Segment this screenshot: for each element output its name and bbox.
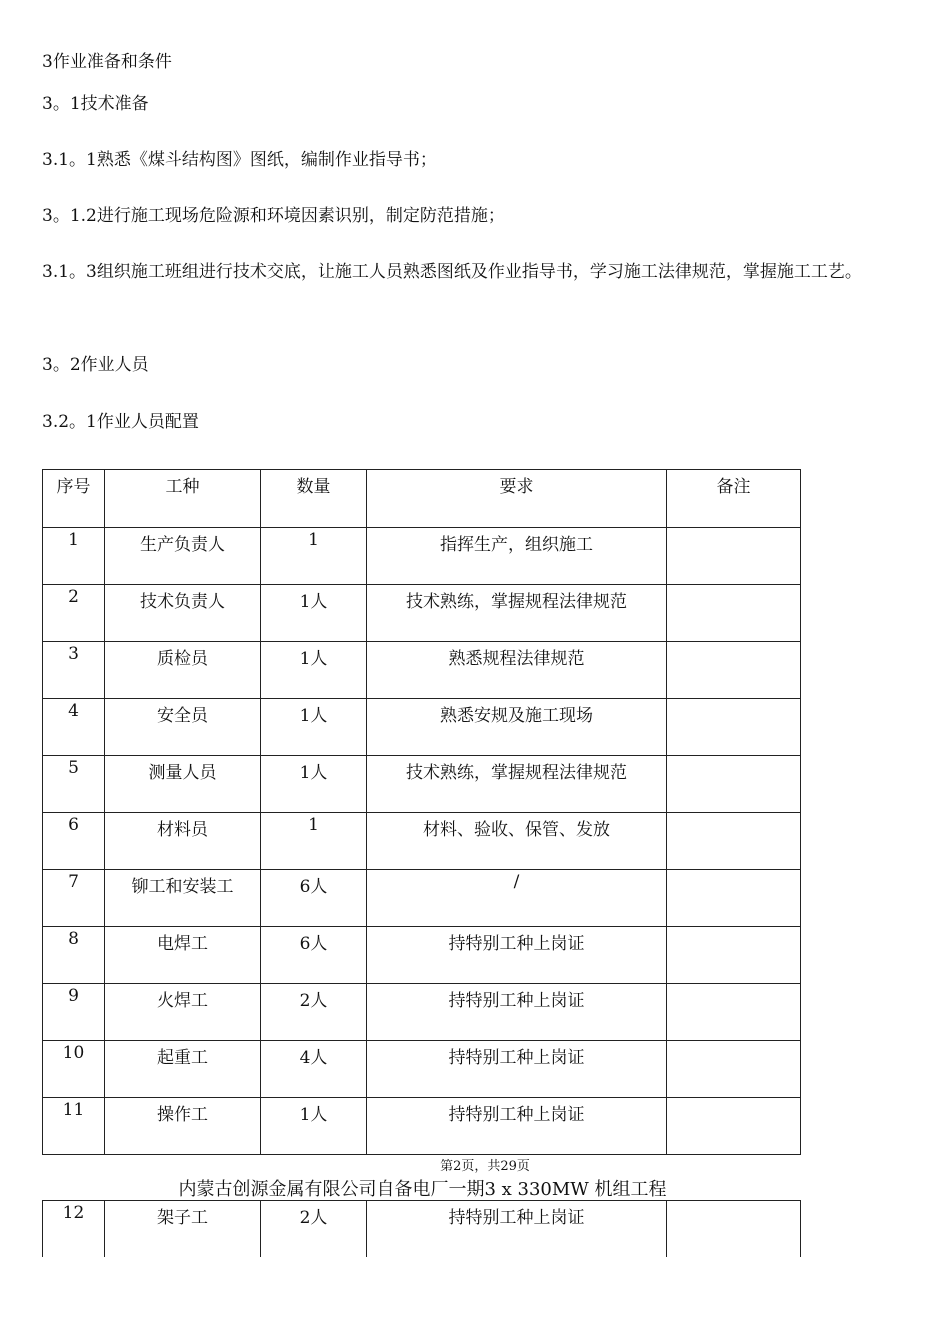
- table-header-row: [43, 470, 801, 528]
- cell-no: 7: [43, 870, 105, 927]
- table-row: [43, 984, 801, 1041]
- paragraph-item-3-2-1: 3.2。1作业人员配置: [42, 412, 199, 432]
- table-row: [43, 927, 801, 984]
- cell-type: 安全员: [105, 699, 261, 756]
- cell-type: 测量人员: [105, 756, 261, 813]
- cell-qty: 4人: [261, 1041, 367, 1098]
- cell-note: [667, 585, 801, 642]
- project-title: 内蒙古创源金属有限公司自备电厂一期3 x 330MW 机组工程: [178, 1179, 667, 1200]
- table-row: [43, 699, 801, 756]
- cell-req: 熟悉安规及施工现场: [367, 699, 667, 756]
- cell-req: 技术熟练，掌握规程法律规范: [367, 756, 667, 813]
- cell-qty: 1人: [261, 1098, 367, 1155]
- cell-type: 起重工: [105, 1041, 261, 1098]
- cell-note: [667, 927, 801, 984]
- cell-no: 2: [43, 585, 105, 642]
- cell-qty: 1: [261, 528, 367, 585]
- cell-type: 铆工和安装工: [105, 870, 261, 927]
- cell-qty: 2人: [261, 1201, 367, 1257]
- header-cell: 要求: [367, 470, 667, 528]
- page-number: 第2页，共29页: [440, 1159, 530, 1174]
- cell-no: 10: [43, 1041, 105, 1098]
- cell-note: [667, 528, 801, 585]
- cell-req: 持特别工种上岗证: [367, 927, 667, 984]
- cell-note: [667, 1098, 801, 1155]
- cell-no: 9: [43, 984, 105, 1041]
- table-row: [43, 1041, 801, 1098]
- cell-qty: 1: [261, 813, 367, 870]
- cell-req: 材料、验收、保管、发放: [367, 813, 667, 870]
- table-row: [43, 585, 801, 642]
- header-cell: 工种: [105, 470, 261, 528]
- cell-no: 5: [43, 756, 105, 813]
- cell-req: 持特别工种上岗证: [367, 984, 667, 1041]
- cell-qty: 1人: [261, 585, 367, 642]
- cell-qty: 2人: [261, 984, 367, 1041]
- paragraph-subsection-tech: 3。1技术准备: [42, 94, 149, 114]
- table-row: [43, 756, 801, 813]
- paragraph-item-3-1-1: 3.1。1熟悉《煤斗结构图》图纸，编制作业指导书；: [42, 150, 437, 170]
- cell-no: 6: [43, 813, 105, 870]
- cell-note: [667, 1041, 801, 1098]
- header-cell: 数量: [261, 470, 367, 528]
- cell-qty: 6人: [261, 870, 367, 927]
- cell-req: /: [367, 870, 667, 927]
- cell-qty: 6人: [261, 927, 367, 984]
- cell-note: [667, 699, 801, 756]
- paragraph-section-title: 3作业准备和条件: [42, 52, 172, 72]
- cell-note: [667, 642, 801, 699]
- cell-note: [667, 1201, 801, 1257]
- table-row: [43, 1201, 801, 1257]
- table-row: [43, 642, 801, 699]
- staff-table-continued: [42, 1200, 801, 1257]
- paragraph-subsection-staff: 3。2作业人员: [42, 355, 149, 375]
- cell-no: 12: [43, 1201, 105, 1257]
- cell-type: 材料员: [105, 813, 261, 870]
- cell-type: 架子工: [105, 1201, 261, 1257]
- cell-req: 熟悉规程法律规范: [367, 642, 667, 699]
- cell-note: [667, 870, 801, 927]
- header-cell: 序号: [43, 470, 105, 528]
- cell-type: 质检员: [105, 642, 261, 699]
- cell-no: 11: [43, 1098, 105, 1155]
- table-row: [43, 528, 801, 585]
- cell-req: 持特别工种上岗证: [367, 1201, 667, 1257]
- cell-qty: 1人: [261, 642, 367, 699]
- table-row: [43, 870, 801, 927]
- cell-no: 4: [43, 699, 105, 756]
- cell-qty: 1人: [261, 756, 367, 813]
- cell-req: 持特别工种上岗证: [367, 1041, 667, 1098]
- table-row: [43, 813, 801, 870]
- cell-req: 指挥生产，组织施工: [367, 528, 667, 585]
- paragraph-item-3-1-3: 3.1。3组织施工班组进行技术交底，让施工人员熟悉图纸及作业指导书，学习施工法律规范，掌握施工工艺。: [42, 262, 862, 282]
- paragraph-item-3-1-2: 3。1.2进行施工现场危险源和环境因素识别，制定防范措施；: [42, 206, 505, 226]
- cell-note: [667, 813, 801, 870]
- cell-req: 技术熟练，掌握规程法律规范: [367, 585, 667, 642]
- cell-qty: 1人: [261, 699, 367, 756]
- cell-req: 持特别工种上岗证: [367, 1098, 667, 1155]
- cell-note: [667, 984, 801, 1041]
- cell-type: 火焊工: [105, 984, 261, 1041]
- staff-table: [42, 469, 801, 1155]
- cell-type: 操作工: [105, 1098, 261, 1155]
- header-cell: 备注: [667, 470, 801, 528]
- table-row: [43, 1098, 801, 1155]
- cell-note: [667, 756, 801, 813]
- cell-no: 8: [43, 927, 105, 984]
- cell-no: 1: [43, 528, 105, 585]
- cell-type: 生产负责人: [105, 528, 261, 585]
- cell-no: 3: [43, 642, 105, 699]
- cell-type: 电焊工: [105, 927, 261, 984]
- cell-type: 技术负责人: [105, 585, 261, 642]
